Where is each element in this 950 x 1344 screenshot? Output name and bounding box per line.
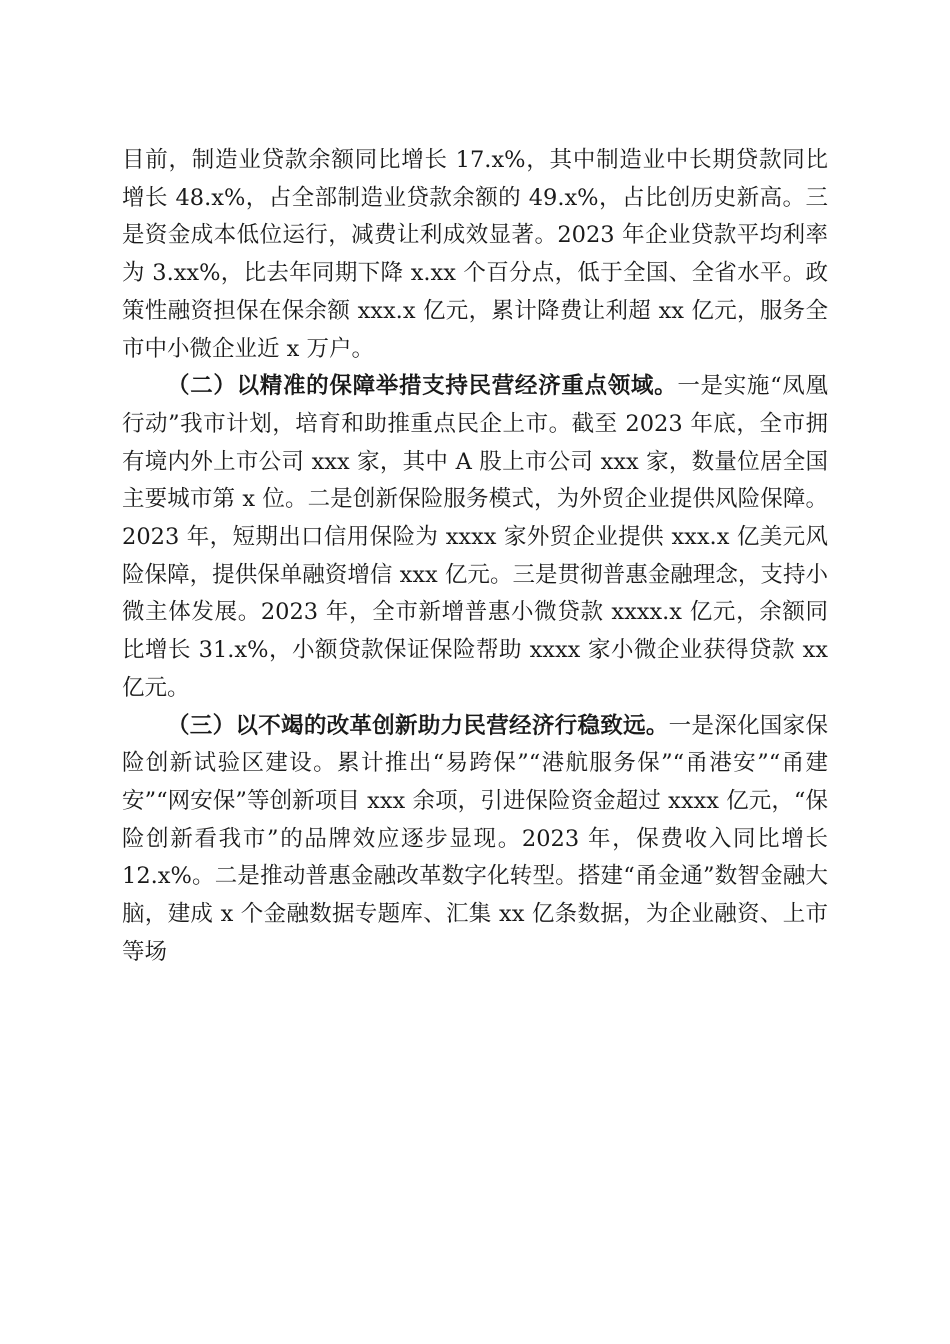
section-heading-3: （三）以不竭的改革创新助力民营经济行稳致远。: [167, 712, 669, 739]
section-heading-2: （二）以精准的保障举措支持民营经济重点领域。: [167, 373, 678, 400]
paragraph-1-text: 目前，制造业贷款余额同比增长 17.x%，其中制造业中长期贷款同比增长 48.x%，占全部制造业贷款余额的 49.x%，占比创历史新高。三是资金成本低位运行，减费让利成效显著。2023 年企业贷款平均利率为 3.xx%，比去年同期下降 x.xx 个百分点，低于全国、全省水平。政策性融资担保在保余额 xxx.x 亿元，累计降费让利超 xx 亿元，服务全市中小微企业近 x 万户。: [122, 147, 828, 362]
paragraph-3: [122, 708, 828, 972]
paragraph-3-text: 一是深化国家保险创新试验区建设。累计推出“易跨保”“港航服务保”“甬港安”“甬建安”“网安保”等创新项目 xxx 余项，引进保险资金超过 xxxx 亿元，“保险创新看我市”的品牌效应逐步显现。2023 年，保费收入同比增长 12.x%。二是推动普惠金融改革数字化转型。搭建“甬金通”数智金融大脑，建成 x 个金融数据专题库、汇集 xx 亿条数据，为企业融资、上市等场: [122, 712, 828, 965]
paragraph-1: [122, 142, 828, 368]
document-page: [122, 142, 828, 971]
paragraph-2: [122, 368, 828, 707]
paragraph-2-text: 一是实施“凤凰行动”我市计划，培育和助推重点民企上市。截至 2023 年底，全市拥有境内外上市公司 xxx 家，其中 A 股上市公司 xxx 家，数量位居全国主要城市第 x 位。二是创新保险服务模式，为外贸企业提供风险保障。2023 年，短期出口信用保险为 xxxx 家外贸企业提供 xxx.x 亿美元风险保障，提供保单融资增信 xxx 亿元。三是贯彻普惠金融理念，支持小微主体发展。2023 年，全市新增普惠小微贷款 xxxx.x 亿元，余额同比增长 31.x%，小额贷款保证保险帮助 xxxx 家小微企业获得贷款 xx 亿元。: [122, 373, 828, 701]
